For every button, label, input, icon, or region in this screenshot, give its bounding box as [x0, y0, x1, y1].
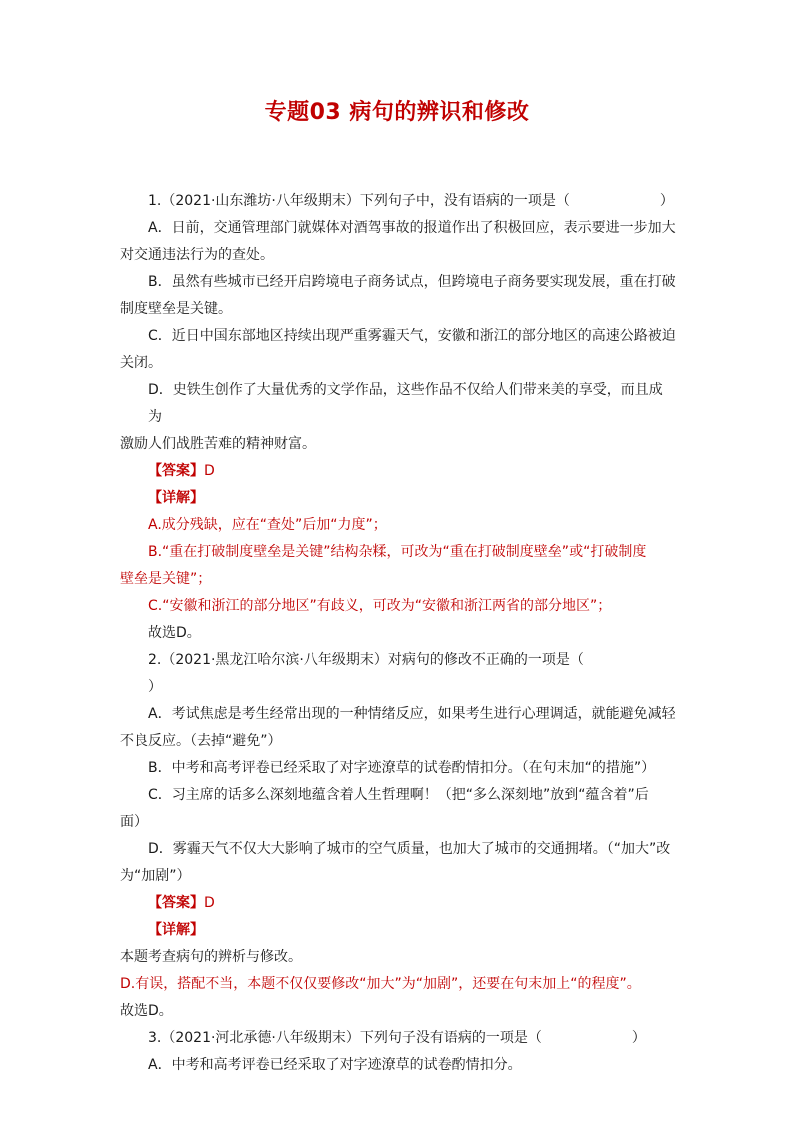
- option-c-cont: 面）: [120, 814, 148, 830]
- option-c-cont: 关闭。: [120, 355, 162, 371]
- option-d-cont: 激励人们战胜苦难的精神财富。: [120, 436, 316, 452]
- explanation-d: D.有误，搭配不当，本题不仅仅要修改“加大”为“加剧”，还要在句末加上“的程度”。: [120, 976, 641, 992]
- document-body: [120, 188, 676, 1079]
- detail-label: 【详解】: [148, 490, 204, 506]
- conclusion: 故选D。: [120, 1003, 173, 1019]
- conclusion: 故选D。: [148, 625, 201, 641]
- answer-label: 【答案】: [148, 895, 204, 911]
- answer-value: D: [204, 463, 215, 479]
- explanation-b: B.“重在打破制度壁垒是关键”结构杂糅，可改为“重在打破制度壁垒”或“打破制度: [148, 544, 647, 560]
- question-stem: 2.（2021·黑龙江哈尔滨·八年级期末）对病句的修改不正确的一项是（）: [148, 652, 584, 695]
- option-a-cont: 不良反应。（去掉“避免”）: [120, 733, 282, 749]
- option-d: D．雾霾天气不仅大大影响了城市的空气质量，也加大了城市的交通拥堵。（“加大”改: [148, 841, 671, 857]
- option-c: C．近日中国东部地区持续出现严重雾霾天气，安徽和浙江的部分地区的高速公路被迫: [148, 328, 676, 344]
- option-d: D．史铁生创作了大量优秀的文学作品，这些作品不仅给人们带来美的享受，而且成为: [148, 382, 663, 425]
- answer-label: 【答案】: [148, 463, 204, 479]
- option-d-cont: 为“加剧”）: [120, 868, 191, 884]
- explanation-a: A.成分残缺，应在“查处”后加“力度”；: [148, 517, 387, 533]
- option-a-cont: 对交通违法行为的查处。: [120, 247, 274, 263]
- option-c: C．习主席的话多么深刻地蕴含着人生哲理啊！（把“多么深刻地”放到“蕴含着”后: [148, 787, 649, 803]
- question-1: [120, 188, 676, 647]
- option-a: A．日前，交通管理部门就媒体对酒驾事故的报道作出了积极回应，表示要进一步加大: [148, 220, 676, 236]
- option-b-cont: 制度壁垒是关键。: [120, 301, 232, 317]
- question-stem: 3.（2021·河北承德·八年级期末）下列句子没有语病的一项是（ ）: [148, 1030, 646, 1046]
- option-a: A．考试焦虑是考生经常出现的一种情绪反应，如果考生进行心理调适，就能避免减轻: [148, 706, 676, 722]
- page-title: 专题03 病句的辨识和修改: [264, 100, 530, 125]
- answer-value: D: [204, 895, 215, 911]
- question-stem: 1.（2021·山东潍坊·八年级期末）下列句子中，没有语病的一项是（ ）: [148, 193, 674, 209]
- answer-line: [120, 458, 676, 485]
- question-3: [120, 1025, 676, 1079]
- option-b: B．中考和高考评卷已经采取了对字迹潦草的试卷酌情扣分。（在句末加“的措施”）: [148, 760, 656, 776]
- option-a: A．中考和高考评卷已经采取了对字迹潦草的试卷酌情扣分。: [148, 1057, 522, 1073]
- explanation-c: C.“安徽和浙江的部分地区”有歧义，可改为“安徽和浙江两省的部分地区”；: [148, 598, 612, 614]
- answer-line: [120, 890, 676, 917]
- question-2: [120, 647, 676, 1025]
- explanation-b-cont: 壁垒是关键”；: [120, 571, 212, 587]
- explanation-intro: 本题考查病句的辨析与修改。: [120, 949, 302, 965]
- option-b: B．虽然有些城市已经开启跨境电子商务试点，但跨境电子商务要实现发展，重在打破: [148, 274, 676, 290]
- detail-label: 【详解】: [148, 922, 204, 938]
